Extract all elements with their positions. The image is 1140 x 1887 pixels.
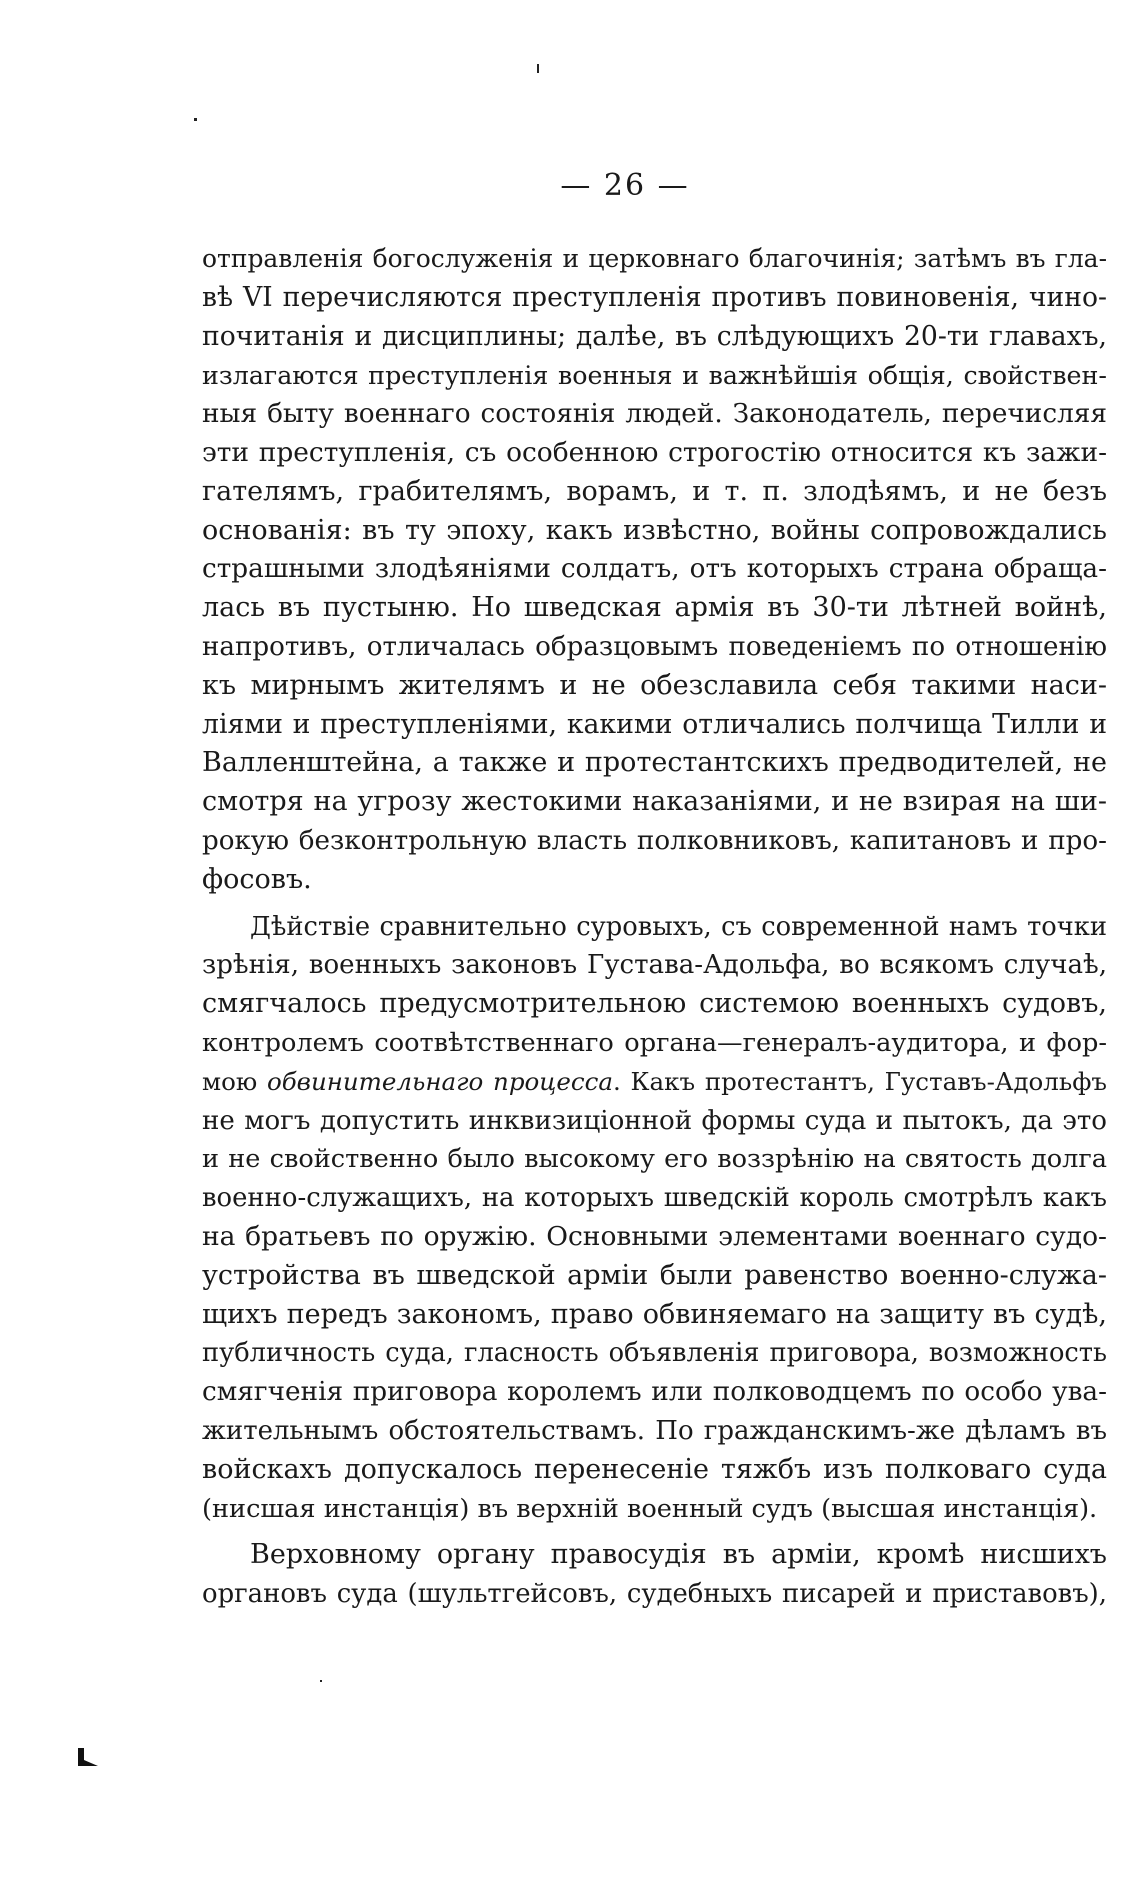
text-fragment: . Какъ протестантъ, Густавъ-Адольфъ [613, 1066, 1108, 1096]
paragraph-3 [202, 1536, 1107, 1614]
text-line: смотря на угрозу жестокими наказаніями, и не взирая на ши- [202, 786, 1107, 818]
text-line: гателямъ, грабителямъ, ворамъ, и т. п. злодѣямъ, и не безъ [202, 475, 1107, 507]
text-line: не могъ допустить инквизиціонной формы суда и пытокъ, да это [202, 1105, 1107, 1136]
paragraph-1 [202, 240, 1107, 900]
text-line-mixed [202, 1063, 1107, 1102]
corner-mark-icon [76, 1746, 100, 1768]
paragraph-2 [202, 908, 1107, 1529]
text-line: ліями и преступленіями, какими отличались полчища Тилли и [202, 708, 1107, 740]
text-line: щихъ передъ закономъ, право обвиняемаго на защиту въ судѣ, [202, 1298, 1107, 1330]
italic-term: обвинительнаго процесса [266, 1066, 613, 1096]
text-line: и не свойственно было высокому его воззрѣнію на святость долга [202, 1144, 1107, 1175]
text-line: устройства въ шведской арміи были равенство военно-служа- [202, 1259, 1107, 1291]
text-line: контролемъ соотвѣтственнаго органа—генералъ-аудитора, и фор- [202, 1027, 1107, 1058]
ink-speck [194, 118, 197, 121]
text-line: ныя быту военнаго состоянія людей. Законодатель, перечисляя [202, 399, 1107, 430]
text-line: отправленія богослуженія и церковнаго благочинія; затѣмъ въ гла- [202, 244, 1107, 273]
text-line: эти преступленія, съ особенною строгостію относится къ зажи- [202, 436, 1107, 468]
text-line: зрѣнія, военныхъ законовъ Густава-Адольфа, во всякомъ случаѣ, [202, 950, 1107, 981]
text-line: излагаются преступленія военныя и важнѣйшія общія, свойствен- [202, 360, 1107, 391]
text-line: смягчалось предусмотрительною системою военныхъ судовъ, [202, 988, 1107, 1020]
text-line: смягченія приговора королемъ или полководцемъ по особо ува- [202, 1377, 1107, 1408]
text-line: Дѣйствіе сравнительно суровыхъ, съ современной намъ точки [250, 911, 1107, 942]
text-line: (нисшая инстанція) въ верхній военный судъ (высшая инстанція). [202, 1493, 1098, 1524]
text-line: напротивъ, отличалась образцовымъ поведеніемъ по отношенію [202, 631, 1107, 662]
text-fragment: мою [202, 1066, 258, 1096]
ink-speck [320, 1680, 322, 1682]
text-line: къ мирнымъ жителямъ и не обезславила себя такими наси- [202, 669, 1107, 701]
text-line: вѣ VI перечисляются преступленія противъ повиновенія, чино- [202, 281, 1107, 313]
body-text [202, 240, 1107, 1614]
ink-speck [537, 64, 539, 73]
text-line: войскахъ допускалось перенесеніе тяжбъ изъ полковаго суда [202, 1453, 1107, 1485]
text-line: жительнымъ обстоятельствамъ. По гражданскимъ-же дѣламъ въ [202, 1415, 1107, 1446]
text-line: на братьевъ по оружію. Основными элементами военнаго судо- [202, 1220, 1107, 1252]
text-line: лась въ пустыню. Но шведская армія въ 30-ти лѣтней войнѣ, [202, 592, 1107, 624]
text-line: публичность суда, гласность объявленія приговора, возможность [202, 1338, 1107, 1369]
text-line: фосовъ. [202, 863, 312, 895]
text-line: органовъ суда (шультгейсовъ, судебныхъ писарей и приставовъ), [202, 1579, 1107, 1610]
text-line: Верховному органу правосудія въ арміи, кромѣ нисшихъ [250, 1539, 1107, 1571]
page-number: — 26 — [560, 168, 690, 203]
text-line: Валленштейна, а также и протестантскихъ предводителей, не [202, 747, 1107, 779]
text-line: военно-служащихъ, на которыхъ шведскій король смотрѣлъ какъ [202, 1183, 1107, 1214]
text-line: основанія: въ ту эпоху, какъ извѣстно, войны сопровождались [202, 514, 1107, 546]
text-line: почитанія и дисциплины; далѣе, въ слѣдующихъ 20-ти главахъ, [202, 320, 1107, 352]
text-line: страшными злодѣяніями солдатъ, отъ которыхъ страна обраща- [202, 554, 1107, 585]
text-line: рокую безконтрольную власть полковниковъ, капитановъ и про- [202, 825, 1107, 856]
